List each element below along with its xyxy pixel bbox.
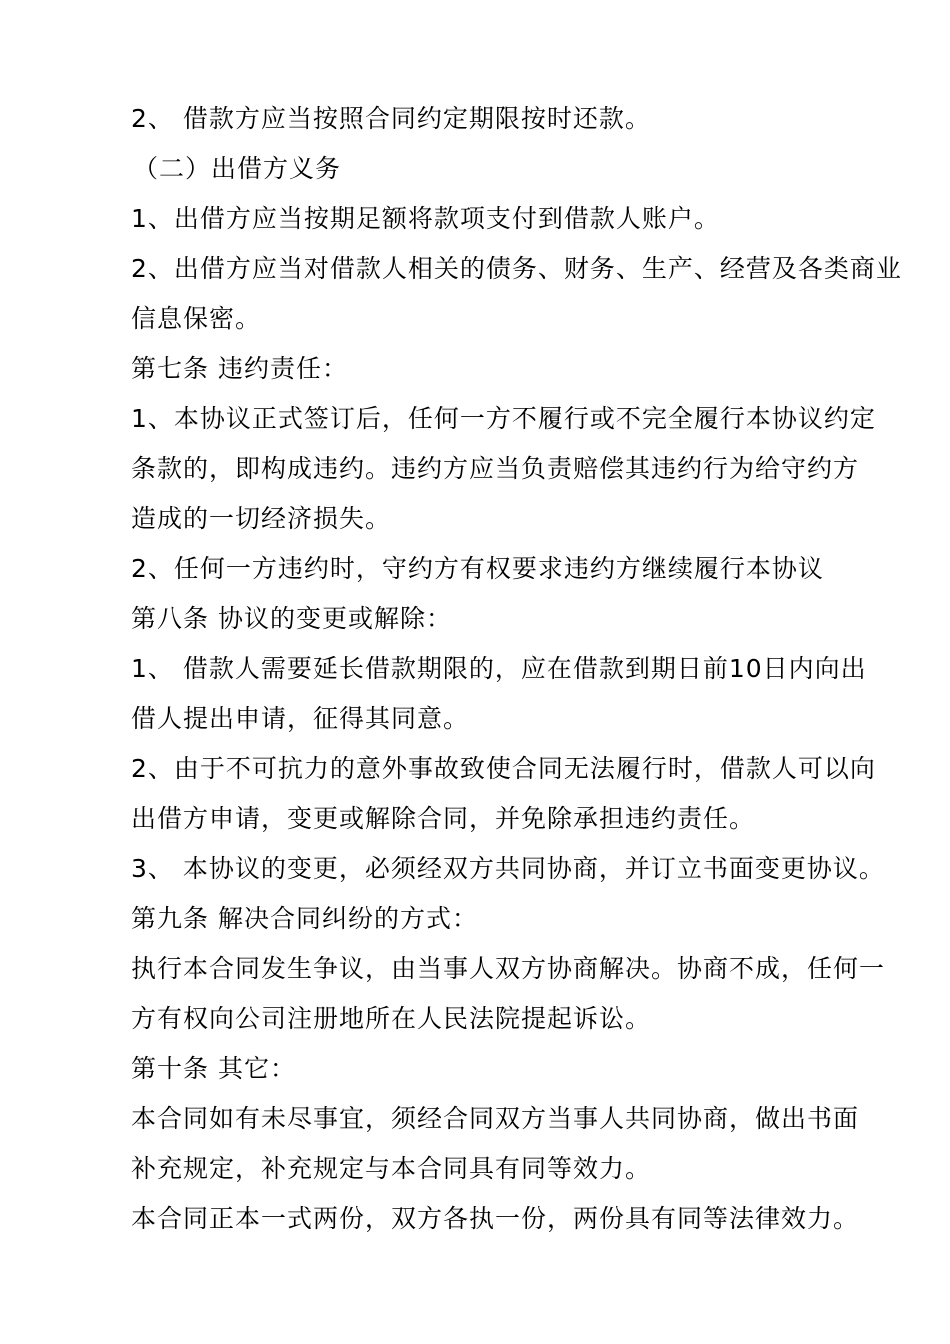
text-line: 执行本合同发生争议，由当事人双方协商解决。协商不成，任何一 — [131, 954, 886, 983]
section-heading: 第七条 违约责任： — [131, 354, 348, 383]
text-line: 2、由于不可抗力的意外事故致使合同无法履行时，借款人可以向 — [131, 754, 876, 783]
text-line: 本合同如有未尽事宜，须经合同双方当事人共同协商，做出书面 — [131, 1104, 860, 1133]
text-line: 出借方申请，变更或解除合同，并免除承担违约责任。 — [131, 804, 756, 833]
text-line: 信息保密。 — [131, 304, 262, 333]
section-heading: 第九条 解决合同纠纷的方式： — [131, 904, 478, 933]
section-heading: 第八条 协议的变更或解除： — [131, 604, 452, 633]
text-line: 造成的一切经济损失。 — [131, 504, 392, 533]
section-heading: （二）出借方义务 — [133, 154, 342, 183]
section-heading: 第十条 其它： — [131, 1054, 296, 1083]
text-line: 补充规定，补充规定与本合同具有同等效力。 — [131, 1154, 652, 1183]
text-line: 1、出借方应当按期足额将款项支付到借款人账户。 — [131, 204, 720, 233]
text-line: 条款的，即构成违约。违约方应当负责赔偿其违约行为给守约方 — [131, 454, 860, 483]
text-line: 2、出借方应当对借款人相关的债务、财务、生产、经营及各类商业 — [131, 254, 902, 283]
text-line: 借人提出申请，征得其同意。 — [131, 704, 470, 733]
text-line: 2、任何一方违约时，守约方有权要求违约方继续履行本协议 — [131, 554, 824, 583]
text-line: 2、 借款方应当按照合同约定期限按时还款。 — [131, 104, 651, 133]
text-line: 3、 本协议的变更，必须经双方共同协商，并订立书面变更协议。 — [131, 854, 885, 883]
text-line: 本合同正本一式两份，双方各执一份，两份具有同等法律效力。 — [131, 1204, 860, 1233]
text-line: 方有权向公司注册地所在人民法院提起诉讼。 — [131, 1004, 652, 1033]
text-line: 1、本协议正式签订后，任何一方不履行或不完全履行本协议约定 — [131, 404, 876, 433]
text-line: 1、 借款人需要延长借款期限的，应在借款到期日前10日内向出 — [131, 654, 867, 683]
